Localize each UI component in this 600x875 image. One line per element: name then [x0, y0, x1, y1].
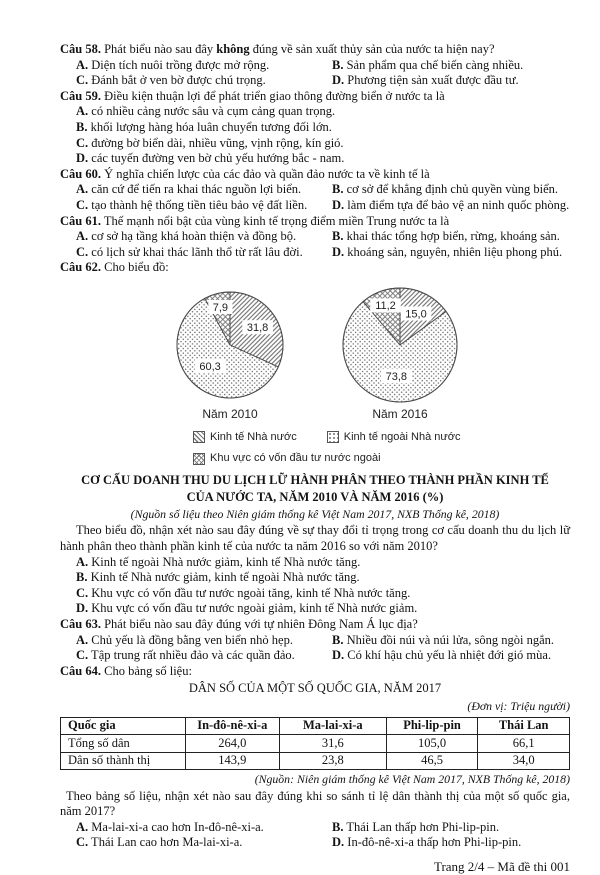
option-row	[60, 198, 570, 214]
question-62-option-A: A. Kinh tế ngoài Nhà nước giảm, kinh tế Nhà nước tăng.	[76, 554, 361, 569]
question-62-paragraph: Theo biểu đồ, nhận xét nào sau đây đúng về sự thay đổi tỉ trọng trong cơ cấu doanh thu du lịch lữ hành phân theo thành phần kinh tế của nước ta năm 2016 so với năm 2010?	[60, 523, 570, 554]
legend-item-state	[193, 430, 297, 446]
question-61	[60, 214, 570, 261]
question-58-stem-line	[60, 42, 570, 58]
option-letter: D.	[76, 151, 89, 166]
option-letter: B.	[332, 182, 344, 197]
question-number: Câu 59.	[60, 88, 101, 103]
legend-item-foreign	[193, 451, 381, 467]
question-58-option-B: B. Sản phẩm qua chế biến càng nhiều.	[332, 57, 524, 72]
table-row	[61, 735, 570, 753]
question-59-option-B: B. khối lượng hàng hóa luân chuyển tương đối lớn.	[76, 119, 332, 134]
stem-text: Cho biểu đồ:	[104, 260, 169, 275]
svg-text:31,8: 31,8	[246, 321, 269, 334]
table-header-cell: In-đô-nê-xi-a	[185, 717, 279, 735]
stem-text: Thế mạnh nổi bật của vùng kinh tế trọng điểm miền Trung nước ta là	[103, 213, 450, 228]
question-64-option-B: B. Thái Lan thấp hơn Phi-lip-pin.	[332, 819, 500, 834]
option-row	[60, 820, 570, 836]
option-letter: C.	[76, 835, 89, 850]
pie-chart-2016	[320, 283, 480, 423]
question-63-option-C: C. Tập trung rất nhiều đảo và các quần đảo.	[76, 648, 295, 663]
pie-2010-svg	[150, 283, 310, 407]
option-letter: A.	[76, 104, 89, 119]
legend-row-1	[193, 430, 570, 446]
question-59-stem-line	[60, 89, 570, 105]
question-number: Câu 64.	[60, 663, 101, 678]
population-table	[60, 717, 570, 771]
option-letter: A.	[76, 182, 89, 197]
question-63-stem-line	[60, 617, 570, 633]
question-63	[60, 617, 570, 664]
question-64-stem	[60, 664, 570, 680]
figure-title-line2: CỦA NƯỚC TA, NĂM 2010 VÀ NĂM 2016 (%)	[186, 490, 444, 505]
row-label-cell: Dân số thành thị	[61, 752, 186, 770]
question-62-stem	[60, 260, 570, 276]
chart-legend	[193, 430, 570, 467]
option-row	[60, 58, 570, 74]
pie-2016-caption: Năm 2016	[372, 406, 428, 421]
value-cell: 46,5	[386, 752, 478, 770]
question-63-option-D: D. Có khí hậu chủ yếu là nhiệt đới gió mùa.	[332, 648, 552, 663]
value-cell: 31,6	[279, 735, 386, 753]
question-59-option-A: A. có nhiều cảng nước sâu và cụm cảng quan trọng.	[76, 104, 336, 119]
option-letter: A.	[76, 819, 89, 834]
question-58-option-D: D. Phương tiện sản xuất được đầu tư.	[332, 73, 519, 88]
value-cell: 264,0	[185, 735, 279, 753]
option-letter: D.	[332, 648, 345, 663]
option-row	[60, 182, 570, 198]
option-row	[60, 633, 570, 649]
stem-text: Ý nghĩa chiến lược của các đảo và quần đảo nước ta về kinh tế là	[104, 166, 430, 181]
option-letter: D.	[332, 197, 345, 212]
question-60-option-A: A. căn cứ để tiến ra khai thác nguồn lợi biển.	[76, 182, 302, 197]
option-letter: D.	[332, 835, 345, 850]
question-59	[60, 89, 570, 167]
question-60-stem-line	[60, 167, 570, 183]
question-62-option-C: C. Khu vực có vốn đầu tư nước ngoài tăng, kinh tế Nhà nước tăng.	[76, 585, 411, 600]
option-letter: B.	[332, 632, 344, 647]
question-64-option-C: C. Thái Lan cao hơn Ma-lai-xi-a.	[76, 835, 243, 850]
option-letter: A.	[76, 554, 89, 569]
hatch-swatch-icon	[193, 431, 205, 443]
dots-swatch-icon	[327, 431, 339, 443]
value-cell: 143,9	[185, 752, 279, 770]
question-62-option-D: D. Khu vực có vốn đầu tư nước ngoài giảm, kinh tế Nhà nước giảm.	[76, 601, 418, 616]
option-letter: C.	[76, 585, 89, 600]
option-row	[60, 229, 570, 245]
question-64-stem-line	[60, 664, 570, 680]
option-row	[60, 835, 570, 851]
table-row	[61, 752, 570, 770]
question-62-options	[60, 555, 570, 617]
option-letter: B.	[332, 229, 344, 244]
question-60-option-D: D. làm điểm tựa để bảo vệ an ninh quốc phòng.	[332, 197, 570, 212]
question-number: Câu 62.	[60, 260, 101, 275]
table-header-cell: Thái Lan	[478, 717, 570, 735]
legend-row-2	[193, 451, 570, 467]
option-letter: A.	[76, 57, 89, 72]
table-header-cell: Ma-lai-xi-a	[279, 717, 386, 735]
legend-label: Kinh tế ngoài Nhà nước	[343, 430, 461, 443]
pie-chart-2010	[150, 283, 310, 423]
stem-bold-word: không	[216, 42, 250, 56]
question-61-option-A: A. cơ sở hạ tầng khá hoàn thiện và đồng bộ.	[76, 229, 297, 244]
stem-text: Phát biểu nào sau đây	[104, 42, 217, 56]
question-58-option-C: C. Đánh bắt ở ven bờ được chú trọng.	[76, 73, 266, 88]
question-61-option-C: C. có lịch sử khai thác lãnh thổ từ rất lâu đời.	[76, 244, 303, 259]
option-letter: A.	[76, 229, 89, 244]
option-row	[60, 73, 570, 89]
option-letter: D.	[76, 601, 89, 616]
question-64-paragraph: Theo bảng số liệu, nhận xét nào sau đây đúng khi so sánh tỉ lệ dân thành thị của một số quốc gia, năm 2017?	[60, 788, 570, 819]
option-letter: D.	[332, 244, 345, 259]
figure-title-line1: CƠ CẤU DOANH THU DU LỊCH LỮ HÀNH PHÂN THEO THÀNH PHẦN KINH TẾ	[81, 472, 549, 487]
option-letter: C.	[76, 73, 89, 88]
svg-text:60,3: 60,3	[199, 361, 221, 374]
question-62-option-B: B. Kinh tế Nhà nước giảm, kinh tế ngoài Nhà nước tăng.	[76, 570, 360, 585]
question-61-stem-line	[60, 214, 570, 230]
question-64-options	[60, 820, 570, 851]
legend-label: Kinh tế Nhà nước	[210, 430, 297, 443]
option-letter: B.	[332, 57, 344, 72]
value-cell: 66,1	[478, 735, 570, 753]
table-unit-note: (Đơn vị: Triệu người)	[467, 699, 570, 713]
stem-text: Cho bảng số liệu:	[104, 663, 192, 678]
option-letter: C.	[76, 648, 89, 663]
row-label-cell: Tổng số dân	[61, 735, 186, 753]
question-number: Câu 61.	[60, 213, 101, 228]
option-row	[60, 245, 570, 261]
cross-swatch-icon	[193, 453, 205, 465]
option-letter: C.	[76, 197, 89, 212]
pie-2010-caption: Năm 2010	[202, 406, 258, 421]
option-letter: A.	[76, 632, 89, 647]
question-60-option-C: C. tạo thành hệ thống tiền tiêu bảo vệ đất liền.	[76, 197, 308, 212]
table-header-cell: Phi-lip-pin	[386, 717, 478, 735]
table-header-row	[61, 717, 570, 735]
question-58-option-A: A. Diện tích nuôi trồng được mở rộng.	[76, 57, 270, 72]
question-60	[60, 167, 570, 214]
pie-figure	[60, 283, 570, 423]
table-source: (Nguồn: Niên giám thống kê Việt Nam 2017, NXB Thống kê, 2018)	[254, 772, 570, 787]
option-row	[60, 648, 570, 664]
question-number: Câu 60.	[60, 166, 101, 181]
table-header-cell: Quốc gia	[61, 717, 186, 735]
question-64-option-A: A. Ma-lai-xi-a cao hơn In-đô-nê-xi-a.	[76, 819, 264, 834]
legend-label: Khu vực có vốn đầu tư nước ngoài	[210, 452, 381, 465]
question-63-option-A: A. Chủ yếu là đồng bằng ven biển nhỏ hẹp.	[76, 632, 293, 647]
question-58	[60, 42, 570, 89]
stem-text: Phát biểu nào sau đây đúng với tự nhiên Đông Nam Á lục địa?	[104, 617, 418, 632]
table-title: DÂN SỐ CỦA MỘT SỐ QUỐC GIA, NĂM 2017	[188, 681, 442, 696]
svg-text:15,0: 15,0	[405, 308, 427, 321]
question-59-option-D: D. các tuyến đường ven bờ chủ yếu hướng bắc - nam.	[76, 151, 345, 166]
question-60-option-B: B. cơ sở để khẳng định chủ quyền vùng biển.	[332, 182, 559, 197]
svg-text:11,2: 11,2	[375, 300, 396, 313]
option-letter: B.	[76, 119, 88, 134]
question-64-option-D: D. In-đô-nê-xi-a thấp hơn Phi-lip-pin.	[332, 835, 522, 850]
page-footer: Trang 2/4 – Mã đề thi 001	[433, 859, 570, 875]
option-letter: D.	[332, 73, 345, 88]
question-61-option-B: B. khai thác tổng hợp biển, rừng, khoáng sản.	[332, 229, 560, 244]
value-cell: 23,8	[279, 752, 386, 770]
option-letter: C.	[76, 135, 89, 150]
question-63-option-B: B. Nhiều đồi núi và núi lửa, sông ngòi ngắn.	[332, 632, 555, 647]
svg-text:7,9: 7,9	[212, 301, 229, 314]
question-62-stem-line	[60, 260, 570, 276]
value-cell: 34,0	[478, 752, 570, 770]
stem-text: Điều kiện thuận lợi để phát triển giao thông đường biển ở nước ta là	[104, 88, 445, 103]
svg-text:73,8: 73,8	[385, 370, 408, 383]
question-number: Câu 58.	[60, 42, 101, 56]
figure-source: (Nguồn số liệu theo Niên giám thống kê Việt Nam 2017, NXB Thống kê, 2018)	[130, 506, 500, 521]
pie-2016-svg	[320, 283, 480, 407]
legend-item-nonstate	[327, 430, 461, 446]
option-letter: C.	[76, 244, 89, 259]
question-number: Câu 63.	[60, 617, 101, 632]
value-cell: 105,0	[386, 735, 478, 753]
option-letter: B.	[76, 570, 88, 585]
question-61-option-D: D. khoáng sản, nguyên, nhiên liệu phong phú.	[332, 244, 563, 259]
stem-text: đúng về sản xuất thủy sản của nước ta hiện nay?	[249, 42, 495, 56]
question-59-option-C: C. đường bờ biển dài, nhiều vũng, vịnh rộng, kín gió.	[76, 135, 344, 150]
option-letter: B.	[332, 819, 344, 834]
